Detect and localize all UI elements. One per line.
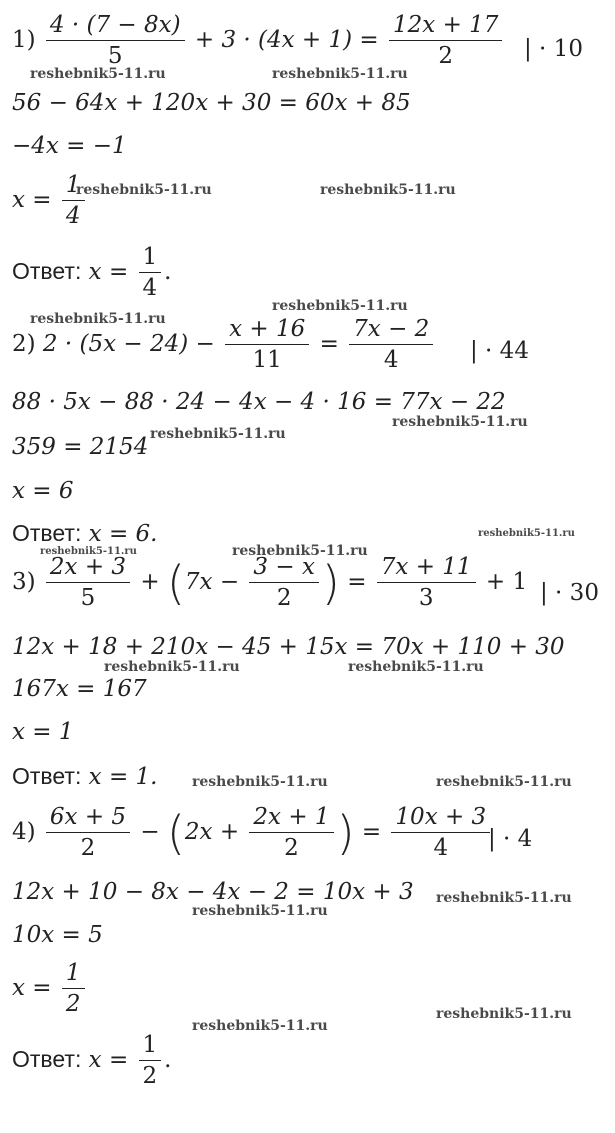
p1-answer: Ответ: x = $\frac{1}{4}$ . (12, 244, 172, 301)
p3-number: 3) (12, 569, 36, 595)
p3-step-2: 167x = 167 (12, 676, 147, 702)
p2-equation: 2) 2 · (5x − 24) − $\frac{x + 16}{11}$ = $\frac{7x - 2}{4}$ (12, 318, 436, 372)
watermark: reshebnik5-11.ru (436, 890, 572, 906)
p2-answer: Ответ: x = 6. (12, 520, 158, 547)
p3-step-1: 12x + 18 + 210x − 45 + 15x = 70x + 110 + 30 (12, 634, 565, 660)
watermark: reshebnik5-11.ru (104, 659, 240, 675)
watermark: reshebnik5-11.ru (320, 182, 456, 198)
p2-step-1: 88 · 5x − 88 · 24 − 4x − 4 · 16 = 77x − 22 (12, 389, 506, 415)
p3-equation: 3) $\frac{2x + 3}{5}$ + (7x − $\frac{3 - x}{2}$ ) = $\frac{7x + 11}{3}$ + 1 (12, 554, 528, 611)
p2-multiplier: | · 44 (470, 338, 529, 364)
p1-frac-right: $\frac{12x + 17}{2}$ (389, 14, 502, 68)
p4-multiplier: | · 4 (488, 826, 533, 852)
watermark: reshebnik5-11.ru (478, 528, 575, 539)
p4-answer: Ответ: x = $\frac{1}{2}$ . (12, 1032, 172, 1089)
watermark: reshebnik5-11.ru (232, 543, 368, 559)
watermark: reshebnik5-11.ru (192, 1018, 328, 1034)
watermark: reshebnik5-11.ru (436, 774, 572, 790)
p3-multiplier: | · 30 (540, 580, 599, 606)
watermark: reshebnik5-11.ru (392, 414, 528, 430)
watermark: reshebnik5-11.ru (150, 426, 286, 442)
watermark: reshebnik5-11.ru (40, 546, 137, 557)
p1-frac-left: $\frac{4 \cdot (7 - 8x)}{5}$ (46, 14, 185, 68)
p3-answer: Ответ: x = 1. (12, 763, 158, 790)
watermark: reshebnik5-11.ru (30, 311, 166, 327)
p4-number: 4) (12, 819, 36, 845)
p4-equation: 4) $\frac{6x + 5}{2}$ − (2x + $\frac{2x + 1}{2}$ ) = $\frac{10x + 3}{4}$ (12, 806, 493, 860)
p4-x: x = $\frac{1}{2}$ (12, 962, 88, 1016)
watermark: reshebnik5-11.ru (76, 182, 212, 198)
p2-step-3: x = 6 (12, 478, 74, 504)
p1-step-1: 56 − 64x + 120x + 30 = 60x + 85 (12, 90, 411, 116)
p1-step-2: −4x = −1 (12, 133, 127, 159)
p1-x: x = $\frac{1}{4}$ (12, 174, 88, 228)
p4-step-2: 10x = 5 (12, 922, 103, 948)
p1-number: 1) (12, 27, 36, 53)
p2-step-2: 359 = 2154 (12, 434, 149, 460)
watermark: reshebnik5-11.ru (348, 659, 484, 675)
p3-step-3: x = 1 (12, 719, 74, 745)
p1-equation: 1) $\frac{4 \cdot (7 - 8x)}{5}$ + 3 · (4x + 1) = $\frac{12x + 17}{2}$ (12, 14, 505, 68)
p2-number: 2) (12, 331, 36, 357)
p4-step-1: 12x + 10 − 8x − 4x − 2 = 10x + 3 (12, 879, 414, 905)
watermark: reshebnik5-11.ru (436, 1006, 572, 1022)
watermark: reshebnik5-11.ru (272, 66, 408, 82)
watermark: reshebnik5-11.ru (272, 298, 408, 314)
watermark: reshebnik5-11.ru (192, 774, 328, 790)
p1-multiplier: | · 10 (524, 36, 583, 62)
watermark: reshebnik5-11.ru (30, 66, 166, 82)
watermark: reshebnik5-11.ru (192, 903, 328, 919)
